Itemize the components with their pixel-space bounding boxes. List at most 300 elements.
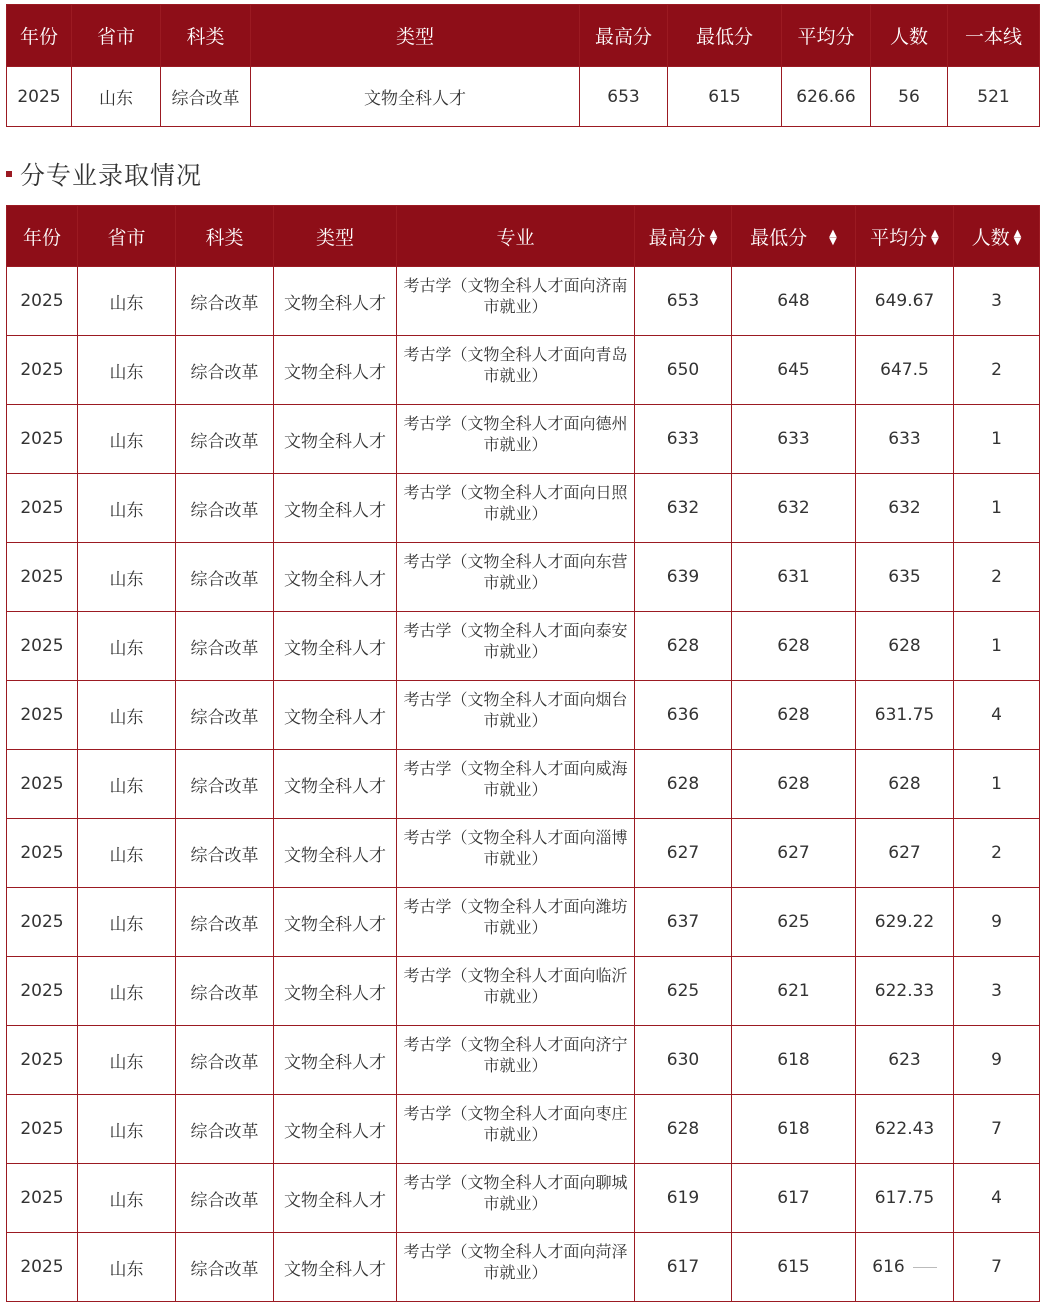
major-name [397,474,635,543]
major-year [7,405,78,474]
major-max [635,819,732,888]
major-min [732,267,856,336]
major-count [954,819,1040,888]
major-count [954,750,1040,819]
major-min-value: 628 [777,636,810,656]
major-count [954,1233,1040,1302]
major-type [274,474,397,543]
major-header-category: 科类 [176,206,274,267]
major-name [397,1233,635,1302]
summary-header-type: 类型 [251,5,580,67]
major-type-value: 文物全科人才 [284,707,386,728]
major-min-value: 618 [777,1119,810,1139]
major-category [176,681,274,750]
major-avg [856,474,954,543]
major-province [78,336,176,405]
major-max [635,543,732,612]
major-province [78,1164,176,1233]
major-name [397,681,635,750]
major-type [274,267,397,336]
summary-table [6,4,1040,127]
major-min [732,1233,856,1302]
major-province [78,1233,176,1302]
section-title-marker [6,171,12,177]
major-avg-value: 649.67 [874,291,935,311]
major-category-value: 综合改革 [190,362,259,383]
major-category-value: 综合改革 [190,1121,259,1142]
major-name-line2: 市就业） [483,711,548,730]
major-avg [856,1095,954,1164]
major-province [78,405,176,474]
major-type [274,612,397,681]
major-name-line1: 考古学（文物全科人才面向潍坊 [403,897,628,916]
major-name-line1: 考古学（文物全科人才面向东营 [403,552,628,571]
major-type-value: 文物全科人才 [284,1259,386,1280]
major-name-line2: 市就业） [483,642,548,661]
major-max-value: 630 [666,1050,700,1070]
major-province-value: 山东 [109,638,144,659]
major-count [954,474,1040,543]
major-year [7,1233,78,1302]
major-year-value: 2025 [20,360,64,380]
major-name [397,957,635,1026]
major-category [176,750,274,819]
major-category [176,267,274,336]
sort-icon[interactable]: ▲ ▼ [709,228,718,247]
major-type [274,1026,397,1095]
major-avg [856,405,954,474]
major-avg-value: 623 [888,1050,921,1070]
major-count [954,612,1040,681]
major-province [78,474,176,543]
major-province [78,543,176,612]
major-max-value: 653 [666,291,700,311]
summary-header-province: 省市 [72,5,161,67]
major-name-line2: 市就业） [483,435,548,454]
summary-category: 综合改革 [161,67,251,127]
major-avg-value: 622.33 [874,981,935,1001]
major-count-value: 1 [991,774,1002,794]
major-min-value: 628 [777,705,810,725]
major-count [954,267,1040,336]
major-name-line1: 考古学（文物全科人才面向烟台 [403,690,628,709]
major-type [274,1233,397,1302]
major-name-line2: 市就业） [483,366,548,385]
major-name-line1: 考古学（文物全科人才面向聊城 [403,1173,628,1192]
major-avg [856,888,954,957]
major-min [732,1164,856,1233]
major-max-value: 628 [666,636,700,656]
major-avg [856,267,954,336]
major-header-avg[interactable] [856,206,954,267]
major-min-value: 618 [777,1050,810,1070]
major-year-value: 2025 [20,1188,64,1208]
major-category [176,1164,274,1233]
major-max-value: 639 [666,567,700,587]
major-avg-value: 628 [888,636,921,656]
major-year [7,957,78,1026]
summary-avg: 626.66 [782,67,871,127]
table-row [7,819,1040,888]
major-min [732,681,856,750]
major-count-value: 2 [991,360,1002,380]
major-name-line1: 考古学（文物全科人才面向泰安 [403,621,628,640]
major-type-value: 文物全科人才 [284,500,386,521]
summary-header-count: 人数 [871,5,948,67]
major-province-value: 山东 [109,500,144,521]
major-type [274,1095,397,1164]
major-max [635,336,732,405]
major-max [635,1095,732,1164]
major-avg-value: 647.5 [880,360,929,380]
major-type-value: 文物全科人才 [284,431,386,452]
major-avg [856,1026,954,1095]
major-name-line2: 市就业） [483,780,548,799]
major-max-value: 619 [666,1188,700,1208]
major-avg [856,1164,954,1233]
major-avg-value: 635 [888,567,921,587]
major-year [7,612,78,681]
major-table-body [7,267,1040,1302]
major-avg [856,336,954,405]
major-count-value: 1 [991,429,1002,449]
major-header-avg-label: 平均分 [870,226,928,249]
major-max [635,612,732,681]
summary-header-min: 最低分 [668,5,782,67]
major-type-value: 文物全科人才 [284,362,386,383]
major-year-value: 2025 [20,636,64,656]
section-title [6,157,202,191]
major-count-value: 4 [991,705,1002,725]
major-category-value: 综合改革 [190,983,259,1004]
major-name-line2: 市就业） [483,987,548,1006]
major-year-value: 2025 [20,498,64,518]
major-avg [856,750,954,819]
major-min-value: 632 [777,498,810,518]
major-type [274,405,397,474]
major-name-line2: 市就业） [483,1263,548,1282]
major-count [954,1026,1040,1095]
major-name-line2: 市就业） [483,849,548,868]
scroll-indicator [913,1267,937,1268]
major-type [274,336,397,405]
major-category [176,819,274,888]
table-row [7,957,1040,1026]
major-name-line1: 考古学（文物全科人才面向济南 [403,276,628,295]
major-min-value: 631 [777,567,810,587]
sort-icon[interactable]: ▲ ▼ [829,228,837,247]
major-min [732,1026,856,1095]
major-max-value: 633 [666,429,700,449]
major-count-value: 3 [991,291,1002,311]
major-min-value: 633 [777,429,810,449]
major-province [78,750,176,819]
major-category-value: 综合改革 [190,293,259,314]
major-year-value: 2025 [20,774,64,794]
major-year [7,267,78,336]
major-type-value: 文物全科人才 [284,1190,386,1211]
major-type-value: 文物全科人才 [284,1052,386,1073]
major-year [7,681,78,750]
major-min [732,612,856,681]
table-row [7,336,1040,405]
major-category [176,1026,274,1095]
major-type [274,888,397,957]
major-min [732,336,856,405]
major-year [7,1026,78,1095]
major-name-line1: 考古学（文物全科人才面向菏泽 [403,1242,628,1261]
sort-icon[interactable]: ▲ ▼ [931,228,939,247]
major-count [954,543,1040,612]
major-avg-value: 617.75 [874,1188,935,1208]
major-province-value: 山东 [109,1052,144,1073]
major-header-count[interactable] [954,206,1040,267]
major-year-value: 2025 [20,1257,64,1277]
major-max-value: 627 [666,843,700,863]
major-header-major: 专业 [397,206,635,267]
major-name-line2: 市就业） [483,1125,548,1144]
major-max [635,1026,732,1095]
major-category-value: 综合改革 [190,914,259,935]
major-province-value: 山东 [109,431,144,452]
major-avg [856,1233,954,1302]
major-max-value: 628 [666,1119,700,1139]
major-category [176,1233,274,1302]
table-row [7,543,1040,612]
major-max [635,750,732,819]
major-max-value: 617 [666,1257,700,1277]
major-min-value: 648 [777,291,810,311]
major-name-line1: 考古学（文物全科人才面向威海 [403,759,628,778]
major-min [732,750,856,819]
summary-header-year: 年份 [7,5,72,67]
major-category-value: 综合改革 [190,638,259,659]
major-name-line2: 市就业） [483,1194,548,1213]
major-category [176,888,274,957]
major-name [397,405,635,474]
major-year-value: 2025 [20,1119,64,1139]
major-name-line1: 考古学（文物全科人才面向临沂 [403,966,628,985]
major-count-value: 4 [991,1188,1002,1208]
major-min [732,543,856,612]
major-year-value: 2025 [20,567,64,587]
major-count-value: 3 [991,981,1002,1001]
table-row [7,1095,1040,1164]
major-table [6,205,1040,1302]
section-title-text: 分专业录取情况 [20,161,203,190]
major-type [274,750,397,819]
major-count [954,681,1040,750]
major-min-value: 617 [777,1188,810,1208]
major-header-row [7,206,1040,267]
major-category [176,612,274,681]
table-row [7,681,1040,750]
major-year [7,1095,78,1164]
table-row [7,1026,1040,1095]
major-min [732,819,856,888]
major-province [78,819,176,888]
major-type [274,543,397,612]
summary-year: 2025 [7,67,72,127]
major-province [78,681,176,750]
major-min [732,1095,856,1164]
major-avg [856,819,954,888]
major-category [176,405,274,474]
major-min-value: 621 [777,981,810,1001]
major-province-value: 山东 [109,776,144,797]
major-count-value: 9 [991,912,1002,932]
major-name [397,819,635,888]
major-year [7,888,78,957]
major-min [732,957,856,1026]
major-year [7,819,78,888]
major-type-value: 文物全科人才 [284,569,386,590]
major-category-value: 综合改革 [190,707,259,728]
major-header-count-label: 人数 [971,226,1010,249]
major-category-value: 综合改革 [190,569,259,590]
major-header-max-label: 最高分 [648,226,706,249]
major-category-value: 综合改革 [190,500,259,521]
major-max [635,681,732,750]
major-name [397,336,635,405]
major-name [397,1095,635,1164]
summary-min: 615 [668,67,782,127]
major-count-value: 1 [991,498,1002,518]
major-province-value: 山东 [109,1259,144,1280]
summary-header-avg: 平均分 [782,5,871,67]
major-header-year: 年份 [7,206,78,267]
major-count-value: 7 [991,1119,1002,1139]
summary-cutoff: 521 [948,67,1040,127]
major-type [274,1164,397,1233]
major-category [176,336,274,405]
major-province [78,957,176,1026]
major-max [635,405,732,474]
summary-header-max: 最高分 [580,5,668,67]
major-name-line2: 市就业） [483,297,548,316]
major-max-value: 632 [666,498,700,518]
major-avg [856,543,954,612]
major-header-province: 省市 [78,206,176,267]
sort-icon[interactable]: ▲ ▼ [1013,228,1022,247]
major-min-value: 625 [777,912,810,932]
major-category-value: 综合改革 [190,776,259,797]
major-type-value: 文物全科人才 [284,776,386,797]
major-name-line2: 市就业） [483,918,548,937]
summary-type: 文物全科人才 [251,67,580,127]
major-name-line1: 考古学（文物全科人才面向淄博 [403,828,628,847]
table-row [7,612,1040,681]
major-name [397,888,635,957]
major-name [397,267,635,336]
major-avg-value: 627 [888,843,921,863]
summary-count: 56 [871,67,948,127]
major-province-value: 山东 [109,983,144,1004]
major-avg [856,612,954,681]
major-type-value: 文物全科人才 [284,845,386,866]
major-max-value: 628 [666,774,700,794]
major-count [954,957,1040,1026]
major-max-value: 636 [666,705,700,725]
major-name-line2: 市就业） [483,573,548,592]
major-name-line1: 考古学（文物全科人才面向济宁 [403,1035,628,1054]
major-max [635,957,732,1026]
major-category [176,957,274,1026]
major-year-value: 2025 [20,1050,64,1070]
major-year [7,1164,78,1233]
major-count [954,336,1040,405]
major-category-value: 综合改革 [190,1052,259,1073]
major-category [176,474,274,543]
major-max [635,1164,732,1233]
major-year-value: 2025 [20,429,64,449]
major-category [176,1095,274,1164]
summary-row [7,67,1040,127]
major-count [954,1164,1040,1233]
major-province [78,612,176,681]
major-province-value: 山东 [109,707,144,728]
major-category-value: 综合改革 [190,431,259,452]
major-max-value: 625 [666,981,700,1001]
major-province [78,888,176,957]
major-min [732,405,856,474]
major-type-value: 文物全科人才 [284,293,386,314]
summary-province: 山东 [72,67,161,127]
major-name-line1: 考古学（文物全科人才面向枣庄 [403,1104,628,1123]
table-row [7,1233,1040,1302]
major-count [954,405,1040,474]
table-row [7,474,1040,543]
major-name-line1: 考古学（文物全科人才面向青岛 [403,345,628,364]
major-avg-value: 633 [888,429,921,449]
major-max [635,474,732,543]
major-type [274,681,397,750]
major-province-value: 山东 [109,1190,144,1211]
major-year [7,750,78,819]
major-year-value: 2025 [20,843,64,863]
summary-header-row [7,5,1040,67]
major-min [732,888,856,957]
major-province-value: 山东 [109,569,144,590]
major-count-value: 1 [991,636,1002,656]
major-header-min-label: 最低分 [750,226,808,249]
major-type [274,957,397,1026]
summary-max: 653 [580,67,668,127]
major-count-value: 7 [991,1257,1002,1277]
major-name-line1: 考古学（文物全科人才面向日照 [403,483,628,502]
summary-header-category: 科类 [161,5,251,67]
major-count-value: 2 [991,843,1002,863]
major-header-max[interactable] [635,206,732,267]
major-count-value: 9 [991,1050,1002,1070]
major-max-value: 637 [666,912,700,932]
major-province-value: 山东 [109,914,144,935]
major-year [7,474,78,543]
major-year-value: 2025 [20,912,64,932]
major-province [78,267,176,336]
major-year-value: 2025 [20,291,64,311]
major-max [635,1233,732,1302]
major-min-value: 627 [777,843,810,863]
major-category-value: 综合改革 [190,1190,259,1211]
major-max-value: 650 [666,360,700,380]
major-avg-value: 622.43 [874,1119,935,1139]
table-row [7,267,1040,336]
major-header-min[interactable] [732,206,856,267]
major-year-value: 2025 [20,981,64,1001]
major-avg [856,957,954,1026]
major-type-value: 文物全科人才 [284,638,386,659]
